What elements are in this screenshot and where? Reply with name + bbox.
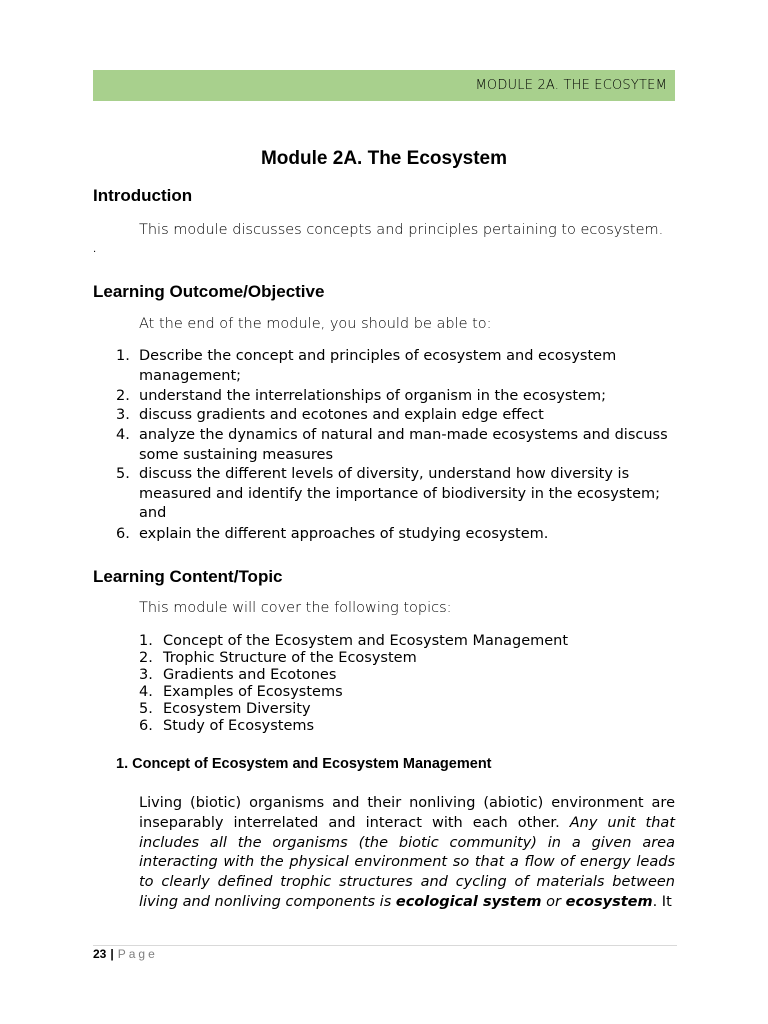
introduction-text: This module discusses concepts and principles pertaining to ecosystem. <box>139 222 664 238</box>
topic-text: Gradients and Ecotones <box>163 667 337 683</box>
footer-divider <box>93 945 677 946</box>
page-title: Module 2A. The Ecosystem <box>260 148 507 169</box>
topic-text: Concept of the Ecosystem and Ecosystem Management <box>163 633 569 649</box>
body-tail-text: . It <box>652 893 672 910</box>
topic-number: 3. <box>139 667 153 683</box>
topic-number: 4. <box>139 684 153 700</box>
header-bar <box>93 70 675 101</box>
objectives-lead: At the end of the module, you should be able to: <box>139 316 492 332</box>
objective-number: 1. <box>116 348 130 364</box>
objective-number: 3. <box>116 407 130 423</box>
objective-text: understand the interrelationships of organism in the ecosystem; <box>139 388 606 404</box>
body-italic-or: or <box>541 893 566 910</box>
header-text: MODULE 2A. THE ECOSYTEM <box>475 78 667 93</box>
objective-number: 5. <box>116 466 130 482</box>
topic-number: 6. <box>139 718 153 734</box>
topic-text: Examples of Ecosystems <box>163 684 343 700</box>
objectives-heading: Learning Outcome/Objective <box>93 282 325 301</box>
introduction-heading: Introduction <box>93 186 193 205</box>
topic-number: 1. <box>139 633 153 649</box>
objective-text: analyze the dynamics of natural and man-made ecosystems and discuss some sustaining measures <box>139 427 668 463</box>
page-label: Page <box>117 947 158 961</box>
topic-number: 2. <box>139 650 153 666</box>
body-plain-text: Living (biotic) organisms and their nonliving (abiotic) environment are inseparably interrelated and interact with each other. <box>139 795 675 831</box>
term-ecosystem: ecosystem <box>565 893 653 910</box>
topic-number: 5. <box>139 701 153 717</box>
term-ecological-system: ecological system <box>395 893 542 910</box>
footer-separator: | <box>110 947 114 961</box>
page-number: 23 <box>93 947 107 961</box>
content-lead: This module will cover the following topics: <box>139 600 452 616</box>
page-footer <box>93 947 158 961</box>
section-body <box>139 794 675 913</box>
objective-text: Describe the concept and principles of ecosystem and ecosystem management; <box>139 348 617 384</box>
objective-text: explain the different approaches of studying ecosystem. <box>139 526 549 542</box>
content-heading: Learning Content/Topic <box>93 567 283 586</box>
section-heading: 1. Concept of Ecosystem and Ecosystem Management <box>116 756 492 772</box>
objective-number: 6. <box>116 526 130 542</box>
objective-number: 2. <box>116 388 130 404</box>
topic-text: Study of Ecosystems <box>163 718 315 734</box>
topic-text: Trophic Structure of the Ecosystem <box>163 650 417 666</box>
objective-number: 4. <box>116 427 130 443</box>
body-italic-text: Any unit that includes all the organisms (the biotic community) in a given area interacting with the physical environment so that a flow of energy leads to clearly defined trophic structures and cycling of materials between living and nonliving components is <box>139 814 676 910</box>
stray-dot: . <box>93 244 97 255</box>
topic-text: Ecosystem Diversity <box>163 701 311 717</box>
objective-text: discuss gradients and ecotones and explain edge effect <box>139 407 544 423</box>
objective-text: discuss the different levels of diversity, understand how diversity is measured and identify the importance of biodiversity in the ecosystem; and <box>139 466 661 521</box>
